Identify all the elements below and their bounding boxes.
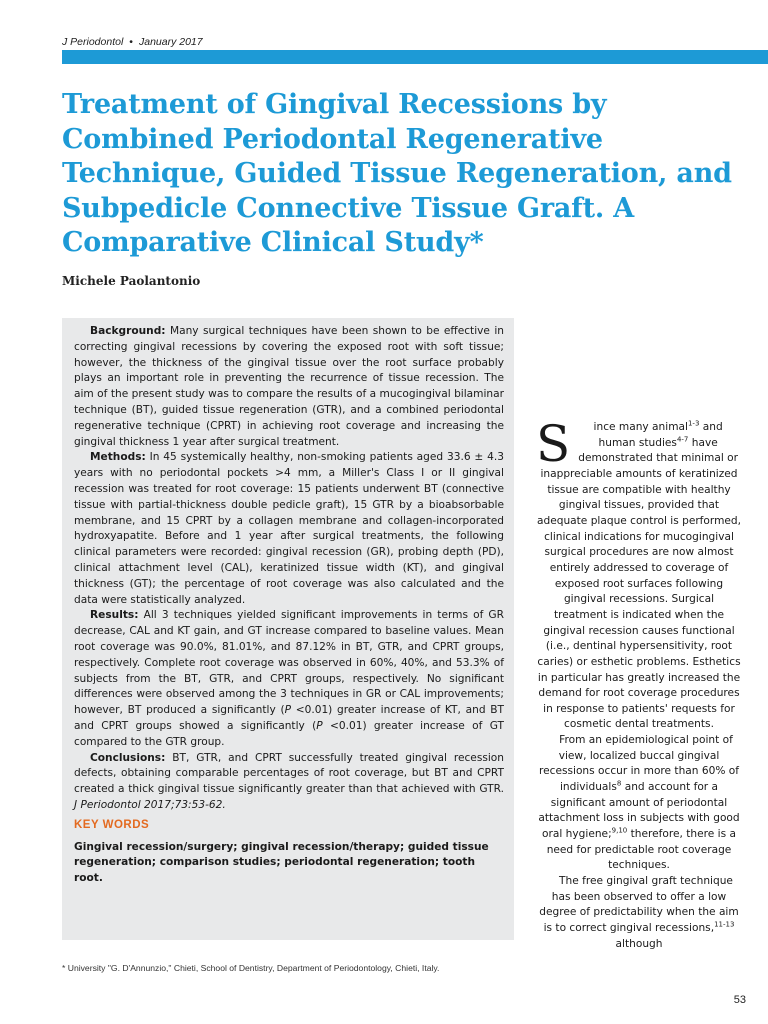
affiliation-footnote: * University "G. D'Annunzio," Chieti, School of Dentistry, Department of Periodontology, Chieti, Italy. [62,963,440,973]
p2-text-c: therefore, there is a need for predictable root coverage techniques. [546,828,736,872]
abstract-conclusions [74,751,504,814]
ref-4: 9,10 [611,826,628,835]
abstract-background [74,324,504,450]
methods-label: Methods: [90,451,146,464]
article-title: Treatment of Gingival Recessions by Combined Periodontal Regenerative Technique, Guided Tissue Regeneration, and Subpedicle Connective Tissue Graft. A Comparative Clinical Study* [62,89,732,258]
p2-text-b: and account for a significant amount of periodontal attachment loss in subjects with good oral hygiene; [538,781,740,841]
results-label: Results: [90,609,139,622]
results-text-1: All 3 techniques yielded significant improvements in terms of GR decrease, CAL and KT gain, and GT increase compared to baseline values. Mean root coverage was 90.0%, 81.01%, and 87.12% in BT, GTR, and CPRT groups, respectively. Complete root coverage was observed in 60%, 40%, and 53.3% of subjects from the BT, GTR, and CPRT groups, respectively. No significant differences were observed among the 3 techniques in GR or CAL improvements; however, BT produced a significantly ( [74,609,504,717]
p3-text-b: although [615,937,663,950]
body-paragraph-1 [536,415,742,733]
abstract-box [62,318,514,940]
results-text-2: <0.01) greater increase of KT, and BT and CPRT groups showed a significantly ( [74,704,505,732]
conclusions-label: Conclusions: [90,751,166,764]
body-paragraph-3 [536,874,742,952]
body-paragraph-2 [536,733,742,874]
p-symbol-2: P [316,719,323,732]
header-color-bar [62,50,768,64]
keywords-heading: KEY WORDS [74,818,150,831]
p2-text-a: From an epidemiological point of view, localized buccal gingival recessions occur in more than 60% of individuals [538,734,739,794]
keywords-list: Gingival recession/surgery; gingival recession/therapy; guided tissue regeneration; comparison studies; periodontal regeneration; tooth root. [74,840,489,885]
body-column [536,415,742,952]
abstract-methods [74,450,504,608]
ref-1: 1-3 [687,419,700,428]
results-text-3: <0.01) greater increase of GT compared to the GTR group. [74,719,504,748]
separator-dot: • [129,36,133,48]
background-label: Background: [90,325,166,337]
p1-text-c: have demonstrated that minimal or inappreciable amounts of keratinized tissue are compatible with healthy gingival tissues, provided that adequate plaque control is performed, clinical indications for mucogingival surgical procedures are now almost entirely addressed to coverage of exposed root surfaces following gingival recessions. Surgical treatment is indicated when the gingival recession causes functional (i.e., dentinal hypersensitivity, root caries) or esthetic problems. Esthetics in particular has greatly increased the demand for root coverage procedures in response to patients' requests for cosmetic dental treatments. [536,436,741,731]
p3-text-a: The free gingival graft technique has been observed to offer a low degree of predictability when the aim is to correct gingival recessions, [539,875,739,934]
p1-text-a: ince many animal [593,421,688,433]
drop-cap: S [536,415,571,473]
ref-2: 4-7 [676,435,689,444]
author-name: Michele Paolantonio [62,274,201,288]
running-header [62,36,203,48]
page-number: 53 [733,994,746,1006]
p-symbol-1: P [284,704,291,717]
citation: J Periodontol 2017;73:53-62. [74,798,226,811]
issue-date: January 2017 [138,36,203,48]
background-text: Many surgical techniques have been shown to be effective in correcting gingival recessions by covering the exposed root with soft tissue; however, the thickness of the gingival tissue over the root surface probably plays an important role in preventing the recurrence of tissue recession. The aim of the present study was to compare the results of a mucogingival bilaminar technique (BT), guided tissue regeneration (GTR), and a combined periodontal regenerative technique (CPRT) in achieving root coverage and increasing the gingival thickness 1 year after surgical treatment. [74,325,504,448]
ref-5: 11-13 [714,920,735,929]
conclusions-text: BT, GTR, and CPRT successfully treated gingival recession defects, obtaining comparable percentages of root coverage, but BT and CPRT created a thick gingival tissue significantly greater than that achieved with GTR. [74,751,504,796]
p1-text-b: and human studies [598,421,723,449]
journal-name: J Periodontol [62,36,124,48]
abstract-results [74,608,504,750]
methods-text: In 45 systemically healthy, non-smoking patients aged 33.6 ± 4.3 years with no periodontal pockets >4 mm, a Miller's Class I or II gingival recession was treated for root coverage: 15 patients underwent BT (connective tissue with partial-thickness double pedicle graft), 15 GTR by a bioabsorbable membrane, and 15 CPRT by a collagen membrane and collagen-incorporated hydroxyapatite. Before and 1 year after surgical treatments, the following clinical parameters were recorded: gingival recession (GR), probing depth (PD), clinical attachment level (CAL), keratinized tissue width (KT), and gingival thickness (GT); the percentage of root coverage was also calculated and the data were statistically analyzed. [74,451,504,606]
ref-3: 8 [616,779,622,788]
